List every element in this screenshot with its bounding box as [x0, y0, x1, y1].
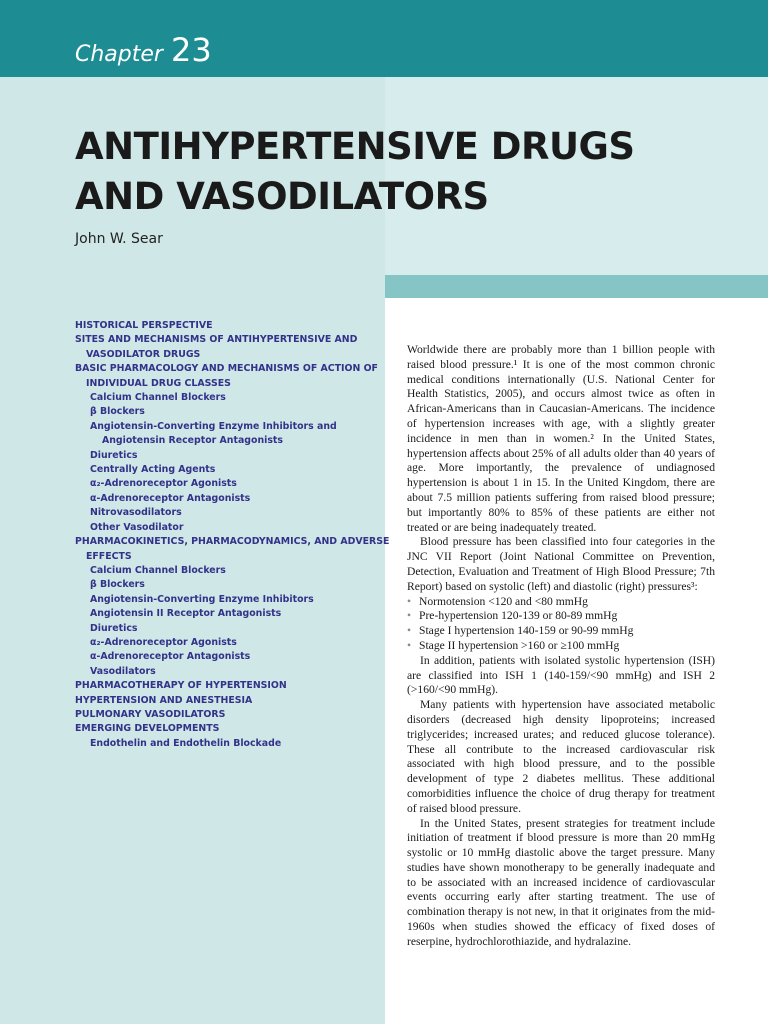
outline-subsection: Vasodilators — [90, 665, 156, 677]
body-paragraph: Blood pressure has been classified into four categories in the JNC VII Report (Joint National Committee on Prevention, Detection, Evaluation and Treatment of High Blood Pressure; 7th Report) based on systolic (left) and diastolic (right) pressures³: — [407, 535, 715, 593]
bullet-icon: • — [407, 594, 412, 608]
outline-subsection: α₂-Adrenoreceptor Agonists — [90, 478, 237, 490]
bp-category-item — [407, 624, 715, 639]
bp-category-list — [407, 595, 715, 654]
body-paragraph: In addition, patients with isolated systolic hypertension (ISH) are classified into ISH 1 (140-159/<90 mmHg) and ISH 2 (>160/<90 mmHg). — [407, 653, 715, 697]
outline-subsection: Nitrovasodilators — [90, 507, 182, 519]
bp-category-item — [407, 595, 715, 610]
outline-subsection: α-Adrenoreceptor Antagonists — [90, 492, 251, 504]
bp-category-text: Pre-hypertension 120-139 or 80-89 mmHg — [419, 609, 618, 623]
outline-section: PHARMACOKINETICS, PHARMACODYNAMICS, AND ADVERSE — [75, 536, 390, 548]
outline-section: EMERGING DEVELOPMENTS — [75, 723, 220, 735]
outline-section: INDIVIDUAL DRUG CLASSES — [86, 377, 231, 389]
outline-subsection: α₂-Adrenoreceptor Agonists — [90, 636, 237, 648]
outline-subsection: Calcium Channel Blockers — [90, 564, 226, 576]
outline-subsection: Calcium Channel Blockers — [90, 392, 226, 404]
bullet-icon: • — [407, 609, 412, 623]
chapter-outline — [75, 319, 390, 751]
outline-subsection: Angiotensin-Converting Enzyme Inhibitors — [90, 593, 314, 605]
bp-category-item — [407, 609, 715, 624]
body-paragraph: Worldwide there are probably more than 1 billion people with raised blood pressure.¹ It is one of the most common chronic medical conditions internationally (U.S. National Center for Health Statistics, 2005), and occurs almost twice as often in African-Americans than in Caucasian-Americans. The incidence of hypertension increases with age, with a slightly greater incidence in men than in women.² In the United States, hypertension affects about 25% of all adults older than 40 years of age. More importantly, the prevalence of undiagnosed hypertension is about 1 in 15. In the United Kingdom, there are about 7.5 million patients suffering from raised blood pressure; but importantly 80% to 85% of these patients are either not treated or are being inadequately treated. — [407, 343, 715, 534]
outline-subsection: β Blockers — [90, 579, 145, 591]
outline-subsection: Angiotensin-Converting Enzyme Inhibitors and — [90, 420, 337, 432]
chapter-title-line-1: ANTIHYPERTENSIVE DRUGS — [75, 125, 635, 168]
chapter-title-line-2: AND VASODILATORS — [75, 175, 489, 218]
accent-bar — [385, 275, 768, 298]
outline-section: BASIC PHARMACOLOGY AND MECHANISMS OF ACTION OF — [75, 363, 378, 375]
outline-subsection: α-Adrenoreceptor Antagonists — [90, 651, 251, 663]
outline-section: HYPERTENSION AND ANESTHESIA — [75, 694, 253, 706]
chapter-number: 23 — [170, 31, 212, 69]
outline-subsection: Angiotensin II Receptor Antagonists — [90, 608, 282, 620]
bp-category-item — [407, 639, 715, 654]
outline-subsection: Diuretics — [90, 622, 138, 634]
bullet-icon: • — [407, 624, 412, 638]
outline-subsection: Centrally Acting Agents — [90, 464, 216, 476]
outline-section: SITES AND MECHANISMS OF ANTIHYPERTENSIVE AND — [75, 334, 358, 346]
body-paragraph: In the United States, present strategies for treatment include initiation of treatment if blood pressure is more than 20 mmHg systolic or 10 mmHg diastolic above the target pressure. Many studies have shown monotherapy to be generally inadequate and to be associated with an increased incidence of cardiovascular events occurring early after starting treatment. The use of combination therapy is not new, in that it originates from the mid-1960s when studies showed the efficacy of fixed doses of reserpine, hydrochlorothiazide, and hydralazine. — [407, 816, 715, 948]
outline-subsection: Angiotensin Receptor Antagonists — [102, 435, 283, 447]
outline-section: PHARMACOTHERAPY OF HYPERTENSION — [75, 680, 287, 692]
author-name: John W. Sear — [75, 231, 163, 247]
outline-section: VASODILATOR DRUGS — [86, 348, 201, 360]
chapter-label — [75, 30, 212, 75]
outline-section: PULMONARY VASODILATORS — [75, 708, 226, 720]
chapter-word: Chapter — [75, 42, 163, 67]
outline-subsection: Diuretics — [90, 449, 138, 461]
bp-category-text: Stage II hypertension >160 or ≥100 mmHg — [419, 638, 620, 652]
chapter-title — [75, 122, 675, 222]
body-paragraph: Many patients with hypertension have associated metabolic disorders (decreased high density lipoproteins; increased triglycerides; increased urates; and reduced glucose tolerance). These all contribute to the increased cardiovascular risk associated with high blood pressure, and to the possible development of type 2 diabetes mellitus. These additional comorbidities influence the choice of drug therapy for treatment of raised blood pressure. — [407, 698, 715, 815]
bp-category-text: Normotension <120 and <80 mmHg — [419, 594, 588, 608]
outline-subsection: β Blockers — [90, 406, 145, 418]
body-text-column — [407, 343, 715, 950]
outline-subsection: Other Vasodilator — [90, 521, 184, 533]
bp-category-text: Stage I hypertension 140-159 or 90-99 mmHg — [419, 624, 634, 638]
bullet-icon: • — [407, 638, 412, 652]
outline-section: HISTORICAL PERSPECTIVE — [75, 320, 213, 331]
outline-section: EFFECTS — [86, 550, 132, 562]
outline-subsection: Endothelin and Endothelin Blockade — [90, 737, 282, 749]
